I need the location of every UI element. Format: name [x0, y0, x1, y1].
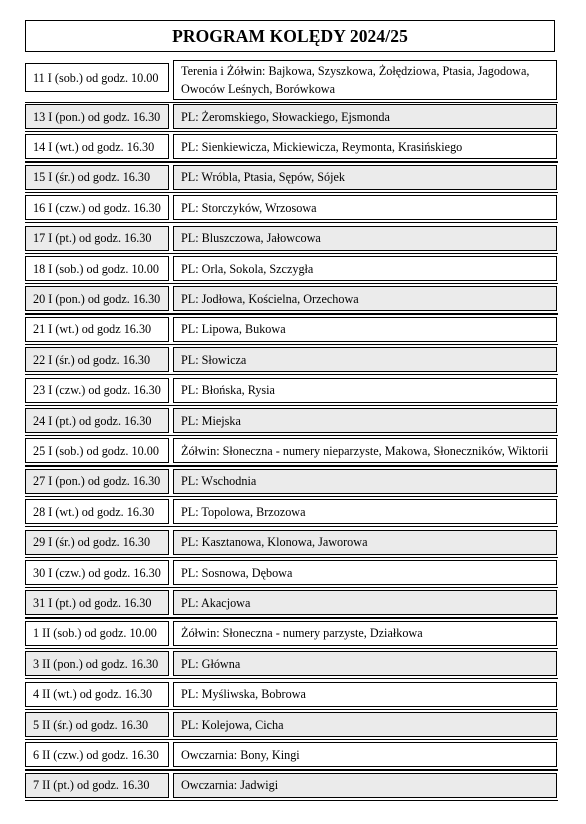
visit-date: 30 I (czw.) od godz. 16.30 — [33, 565, 161, 580]
table-row — [25, 438, 558, 463]
visit-area: PL: Główna — [181, 656, 241, 671]
table-row — [25, 499, 558, 524]
visit-date: 11 I (sob.) od godz. 10.00 — [33, 70, 159, 85]
row-separator — [25, 800, 558, 801]
table-row — [25, 165, 558, 190]
visit-date-cell — [25, 651, 169, 676]
visit-area-cell — [173, 226, 557, 251]
visit-date: 17 I (pt.) od godz. 16.30 — [33, 231, 152, 246]
visit-area-cell — [173, 438, 557, 463]
visit-date: 22 I (śr.) od godz. 16.30 — [33, 352, 151, 367]
visit-date: 15 I (śr.) od godz. 16.30 — [33, 170, 151, 185]
visit-area: PL: Słowicza — [181, 352, 247, 367]
visit-area: PL: Orla, Sokola, Szczygła — [181, 261, 314, 276]
visit-area-cell — [173, 742, 557, 767]
visit-date-cell — [25, 560, 169, 585]
visit-date-cell — [25, 286, 169, 311]
visit-area: PL: Miejska — [181, 413, 241, 428]
visit-date-cell — [25, 347, 169, 372]
table-row — [25, 469, 558, 494]
visit-area: PL: Topolowa, Brzozowa — [181, 504, 306, 519]
visit-area-cell — [173, 712, 557, 737]
table-row — [25, 226, 558, 251]
row-separator — [25, 587, 558, 588]
table-row — [25, 60, 558, 100]
visit-date-cell — [25, 499, 169, 524]
row-separator — [25, 435, 558, 436]
visit-area-cell — [173, 408, 557, 433]
table-row — [25, 621, 558, 646]
visit-date-cell — [25, 226, 169, 251]
visit-area-cell — [173, 256, 557, 281]
visit-date: 27 I (pon.) od godz. 16.30 — [33, 474, 161, 489]
table-row — [25, 560, 558, 585]
visit-date: 3 II (pon.) od godz. 16.30 — [33, 656, 159, 671]
visit-area-cell — [173, 317, 557, 342]
visit-area-cell — [173, 286, 557, 311]
visit-date: 4 II (wt.) od godz. 16.30 — [33, 687, 153, 702]
visit-date-cell — [25, 317, 169, 342]
table-row — [25, 651, 558, 676]
row-separator — [25, 526, 558, 527]
visit-date-cell — [25, 438, 169, 463]
table-row — [25, 712, 558, 737]
visit-area-cell — [173, 378, 557, 403]
visit-area: PL: Błońska, Rysia — [181, 383, 275, 398]
visit-date-cell — [25, 165, 169, 190]
visit-date: 5 II (śr.) od godz. 16.30 — [33, 717, 149, 732]
row-separator — [25, 739, 558, 740]
row-separator — [25, 222, 558, 223]
row-separator — [25, 405, 558, 406]
row-separator — [25, 465, 558, 466]
visit-area: PL: Sosnowa, Dębowa — [181, 565, 293, 580]
row-separator — [25, 131, 558, 132]
visit-area: PL: Lipowa, Bukowa — [181, 322, 286, 337]
visit-date: 28 I (wt.) od godz. 16.30 — [33, 504, 155, 519]
row-separator — [25, 557, 558, 558]
visit-area: PL: Wróbla, Ptasia, Sępów, Sójek — [181, 170, 346, 185]
visit-area: PL: Akacjowa — [181, 595, 251, 610]
visit-date-cell — [25, 742, 169, 767]
visit-date: 24 I (pt.) od godz. 16.30 — [33, 413, 152, 428]
table-row — [25, 590, 558, 615]
visit-area-cell — [173, 682, 557, 707]
table-row — [25, 742, 558, 767]
visit-area: PL: Wschodnia — [181, 474, 257, 489]
visit-date: 18 I (sob.) od godz. 10.00 — [33, 261, 159, 276]
table-row — [25, 682, 558, 707]
visit-area: PL: Kolejowa, Cicha — [181, 717, 284, 732]
visit-area: PL: Żeromskiego, Słowackiego, Ejsmonda — [181, 109, 390, 124]
table-row — [25, 256, 558, 281]
visit-area-cell — [173, 499, 557, 524]
visit-date: 14 I (wt.) od godz. 16.30 — [33, 139, 155, 154]
table-row — [25, 773, 558, 798]
visit-area-cell — [173, 651, 557, 676]
table-row — [25, 408, 558, 433]
visit-date-cell — [25, 195, 169, 220]
row-separator — [25, 769, 558, 770]
page-title: PROGRAM KOLĘDY 2024/25 — [172, 25, 408, 46]
visit-area-cell — [173, 773, 557, 798]
visit-area-cell — [173, 469, 557, 494]
visit-date-cell — [25, 682, 169, 707]
visit-area-cell — [173, 60, 557, 100]
visit-area-cell — [173, 347, 557, 372]
visit-area-cell — [173, 530, 557, 555]
table-row — [25, 530, 558, 555]
table-row — [25, 317, 558, 342]
table-row — [25, 286, 558, 311]
visit-area: PL: Jodłowa, Kościelna, Orzechowa — [181, 291, 359, 306]
table-row — [25, 347, 558, 372]
visit-area: Owczarnia: Bony, Kingi — [181, 747, 300, 762]
visit-date: 20 I (pon.) od godz. 16.30 — [33, 291, 161, 306]
visit-date-cell — [25, 134, 169, 159]
table-row — [25, 195, 558, 220]
row-separator — [25, 374, 558, 375]
visit-date: 23 I (czw.) od godz. 16.30 — [33, 383, 161, 398]
visit-area-cell — [173, 560, 557, 585]
visit-date: 29 I (śr.) od godz. 16.30 — [33, 535, 151, 550]
visit-date-cell — [25, 63, 169, 92]
visit-area-cell — [173, 590, 557, 615]
table-row — [25, 134, 558, 159]
visit-date: 1 II (sob.) od godz. 10.00 — [33, 626, 157, 641]
visit-area: PL: Bluszczowa, Jałowcowa — [181, 231, 321, 246]
row-separator — [25, 313, 558, 314]
visit-area: PL: Sienkiewicza, Mickiewicza, Reymonta, Krasińskiego — [181, 139, 463, 154]
visit-date-cell — [25, 590, 169, 615]
row-separator — [25, 678, 558, 679]
visit-date-cell — [25, 469, 169, 494]
row-separator — [25, 344, 558, 345]
row-separator — [25, 648, 558, 649]
visit-date: 7 II (pt.) od godz. 16.30 — [33, 778, 150, 793]
visit-date-cell — [25, 408, 169, 433]
visit-date: 21 I (wt.) od godz 16.30 — [33, 322, 152, 337]
row-separator — [25, 617, 558, 618]
visit-date-cell — [25, 378, 169, 403]
visit-date: 31 I (pt.) od godz. 16.30 — [33, 595, 152, 610]
visit-area: PL: Kasztanowa, Klonowa, Jaworowa — [181, 535, 368, 550]
table-row — [25, 378, 558, 403]
visit-area-cell — [173, 134, 557, 159]
row-separator — [25, 161, 558, 162]
visit-date-cell — [25, 530, 169, 555]
visit-area: Żółwin: Słoneczna - numery nieparzyste, Makowa, Słoneczników, Wiktorii — [181, 443, 549, 458]
visit-area-cell — [173, 104, 557, 129]
page-title-box — [25, 20, 555, 52]
visit-date-cell — [25, 621, 169, 646]
visit-area: PL: Storczyków, Wrzosowa — [181, 200, 317, 215]
visit-area: Żółwin: Słoneczna - numery parzyste, Działkowa — [181, 626, 423, 641]
visit-date-cell — [25, 712, 169, 737]
row-separator — [25, 192, 558, 193]
visit-area: PL: Myśliwska, Bobrowa — [181, 687, 306, 702]
visit-area-cell — [173, 195, 557, 220]
visit-area-cell — [173, 165, 557, 190]
visit-date: 16 I (czw.) od godz. 16.30 — [33, 200, 161, 215]
row-separator — [25, 709, 558, 710]
row-separator — [25, 496, 558, 497]
visit-area: Owczarnia: Jadwigi — [181, 778, 279, 793]
visit-area: Terenia i Żółwin: Bajkowa, Szyszkowa, Żołędziowa, Ptasia, Jagodowa, Owoców Leśnych, Borówkowa — [181, 64, 530, 96]
visit-date-cell — [25, 256, 169, 281]
visit-date: 13 I (pon.) od godz. 16.30 — [33, 109, 161, 124]
visit-date: 6 II (czw.) od godz. 16.30 — [33, 747, 159, 762]
table-row — [25, 104, 558, 129]
visit-area-cell — [173, 621, 557, 646]
visit-date-cell — [25, 773, 169, 798]
visit-date-cell — [25, 104, 169, 129]
row-separator — [25, 283, 558, 284]
row-separator — [25, 253, 558, 254]
visit-date: 25 I (sob.) od godz. 10.00 — [33, 443, 159, 458]
